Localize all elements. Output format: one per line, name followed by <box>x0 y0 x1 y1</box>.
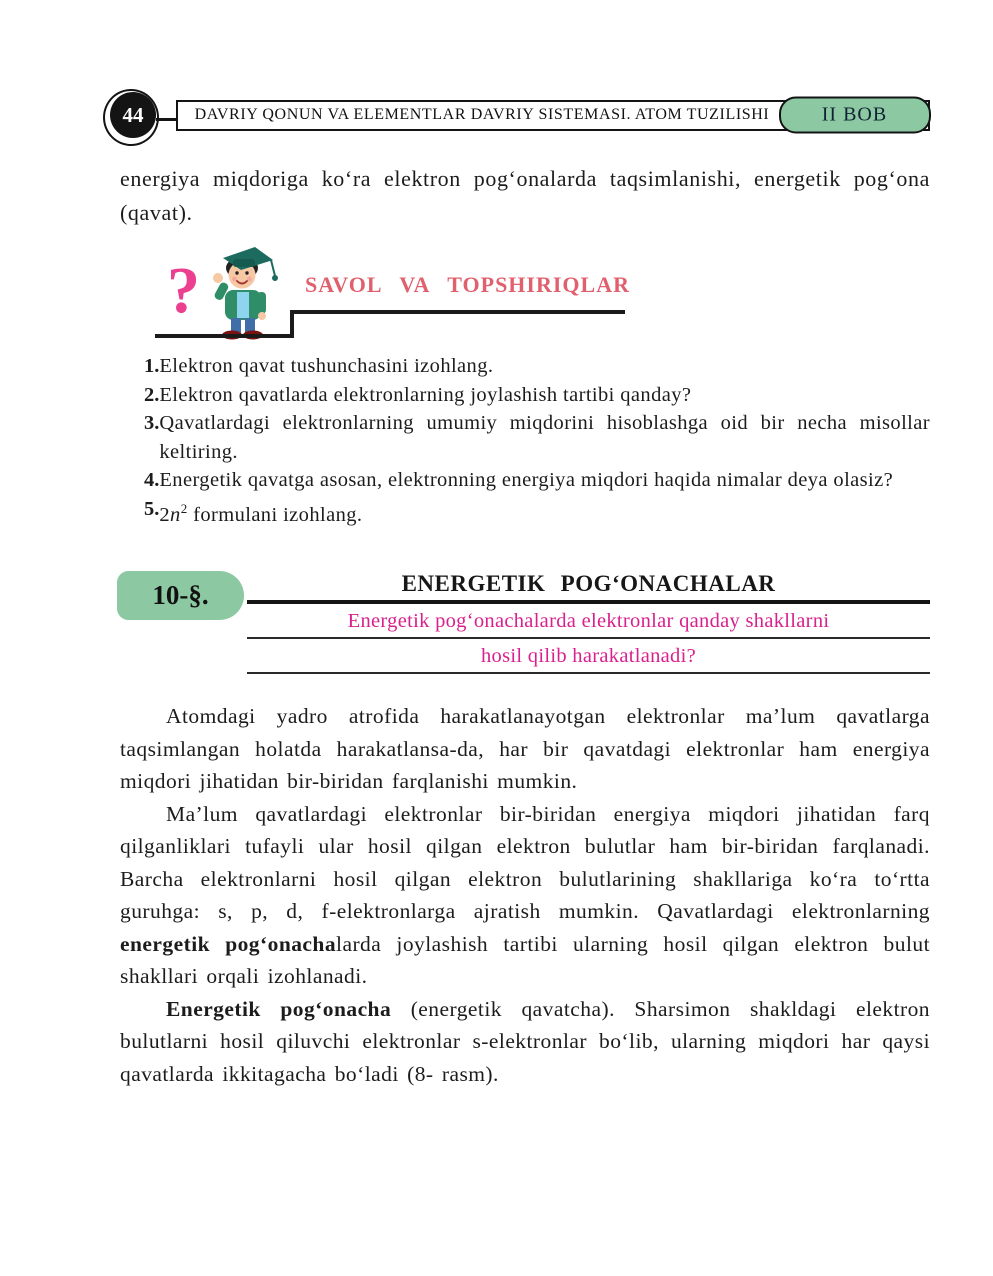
step-rule-upper <box>290 310 625 314</box>
questions-header <box>165 242 930 342</box>
section-number-badge: 10-§. <box>117 571 244 620</box>
question-text: Energetik qavatga asosan, elektronning energiya miqdori haqida nimalar deya olasiz? <box>159 469 894 491</box>
question-text: Qavatlardagi elektronlarning umumiy miqdorini hisoblashga oid bir necha misollar keltiring. <box>159 412 930 463</box>
section-title: ENERGETIK POG‘ONACHALAR <box>401 570 776 596</box>
paragraph: Atomdagi yadro atrofida harakatlanayotgan elektronlar ma’lum qavatlarga taqsimlangan holatda harakatlansa-da, har bir qavatdagi elektronlar ham energiya miqdori jihatidan bir-biridan farqlanishi mumkin. <box>120 704 930 794</box>
section-heading <box>120 571 930 675</box>
question-text: Elektron qavat tushunchasini izohlang. <box>159 355 494 377</box>
question-item <box>120 466 930 495</box>
chapter-badge: II BOB <box>779 97 931 134</box>
running-title: DAVRIY QONUN VA ELEMENTLAR DAVRIY SISTEMASI. ATOM TUZILISHI <box>194 106 770 123</box>
subtitle-rule-2 <box>247 672 930 674</box>
question-number: 1. <box>144 355 160 377</box>
question-number: 5. <box>144 497 160 520</box>
step-rule-vertical <box>290 310 294 338</box>
body-text <box>120 700 930 1090</box>
step-rule-lower <box>155 334 290 338</box>
paragraph: Energetik pog‘onacha (energetik qavatcha). Sharsimon shakldagi elektron bulutlarni hosil qiluvchi elektronlar s-elektronlar bo‘lib, ularning miqdori har qaysi qavatlarda ikkitagacha bo‘ladi (8- rasm). <box>120 996 930 1086</box>
question-item <box>120 381 930 410</box>
intro-paragraph: energiya miqdoriga ko‘ra elektron pog‘onalarda taqsimlanishi, energetik pog‘ona (qavat). <box>120 166 930 225</box>
question-text: $2n^2$ formulani izohlang. <box>159 500 363 526</box>
svg-text:?: ? <box>167 254 200 327</box>
paragraph: Ma’lum qavatlardagi elektronlar bir-biridan energiya miqdori jihatidan farq qilganliklari tufayli ular hosil qilgan elektron bulutlar ham bir-biridan farqlanadi. Barcha elektronlarni hosil qilgan elektron bulutlarining shakllariga ko‘ra to‘rtta guruhga: s, p, d, f-elektronlarga ajratish mumkin. Qavatlardagi elektronlarning energetik pog‘onachalarda joylashish tartibi ularning hosil qilgan elektron bulut shakllari orqali izohlanadi. <box>120 801 930 989</box>
question-number: 2. <box>144 383 160 406</box>
questions-heading: SAVOL VA TOPSHIRIQLAR <box>305 272 630 297</box>
section-subtitle-line2: hosil qilib harakatlanadi? <box>480 645 696 668</box>
question-text: Elektron qavatlarda elektronlarning joylashish tartibi qanday? <box>159 383 692 406</box>
header-title-box <box>176 100 930 131</box>
page-number: 44 <box>122 102 144 127</box>
section-subtitle-line1: Energetik pog‘onachalarda elektronlar qanday shakllarni <box>347 610 830 633</box>
question-mascot-icon <box>165 242 287 340</box>
question-item <box>120 352 930 381</box>
header-connector-line <box>156 118 176 121</box>
question-item <box>120 495 930 529</box>
questions-list <box>120 352 930 529</box>
question-item <box>120 409 930 466</box>
question-number: 4. <box>144 469 160 491</box>
question-number: 3. <box>144 412 160 434</box>
running-header <box>120 92 930 138</box>
page-number-badge <box>110 92 156 138</box>
